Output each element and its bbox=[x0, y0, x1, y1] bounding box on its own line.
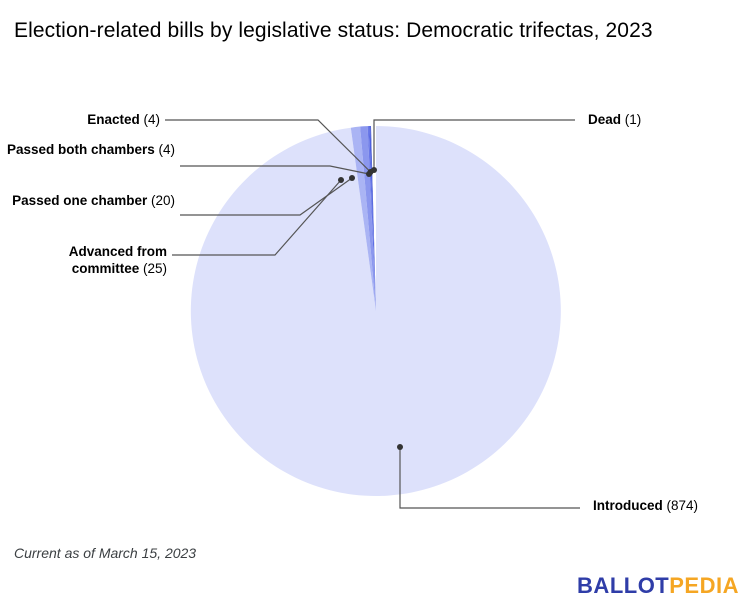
chart-footnote: Current as of March 15, 2023 bbox=[14, 545, 197, 561]
chart-title: Election-related bills by legislative status: Democratic trifectas, 2023 bbox=[14, 19, 653, 42]
pie-label-passed-both-chambers bbox=[0, 141, 175, 158]
pie-label-advanced-from-committee-name: Advanced from committee bbox=[68, 244, 167, 276]
pie-label-advanced-from-committee-value: (25) bbox=[142, 261, 167, 276]
pie-slice-introduced bbox=[191, 126, 561, 496]
pie-label-passed-one-chamber bbox=[0, 192, 175, 209]
pie-label-enacted bbox=[0, 111, 160, 128]
pie-label-passed-one-chamber-value: (20) bbox=[150, 193, 175, 208]
pie-label-introduced-name: Introduced bbox=[593, 498, 667, 513]
pie-label-dead-value: (1) bbox=[624, 112, 642, 127]
pie-label-dead bbox=[588, 111, 748, 128]
pie-label-enacted-value: (4) bbox=[143, 112, 160, 127]
pie-label-passed-one-chamber-name: Passed one chamber bbox=[12, 193, 151, 208]
pie-label-passed-both-chambers-value: (4) bbox=[158, 142, 175, 157]
logo-ballot-text: BALLOT bbox=[577, 573, 670, 598]
pie-label-introduced-value: (874) bbox=[666, 498, 699, 513]
pie-label-advanced-from-committee bbox=[0, 243, 167, 277]
pie-label-enacted-name: Enacted bbox=[87, 112, 144, 127]
pie-label-passed-both-chambers-name: Passed both chambers bbox=[6, 142, 159, 157]
pie-label-dead-name: Dead bbox=[588, 112, 625, 127]
ballotpedia-logo bbox=[577, 573, 739, 599]
pie-label-introduced bbox=[593, 497, 753, 514]
logo-pedia-text: PEDIA bbox=[669, 573, 739, 598]
